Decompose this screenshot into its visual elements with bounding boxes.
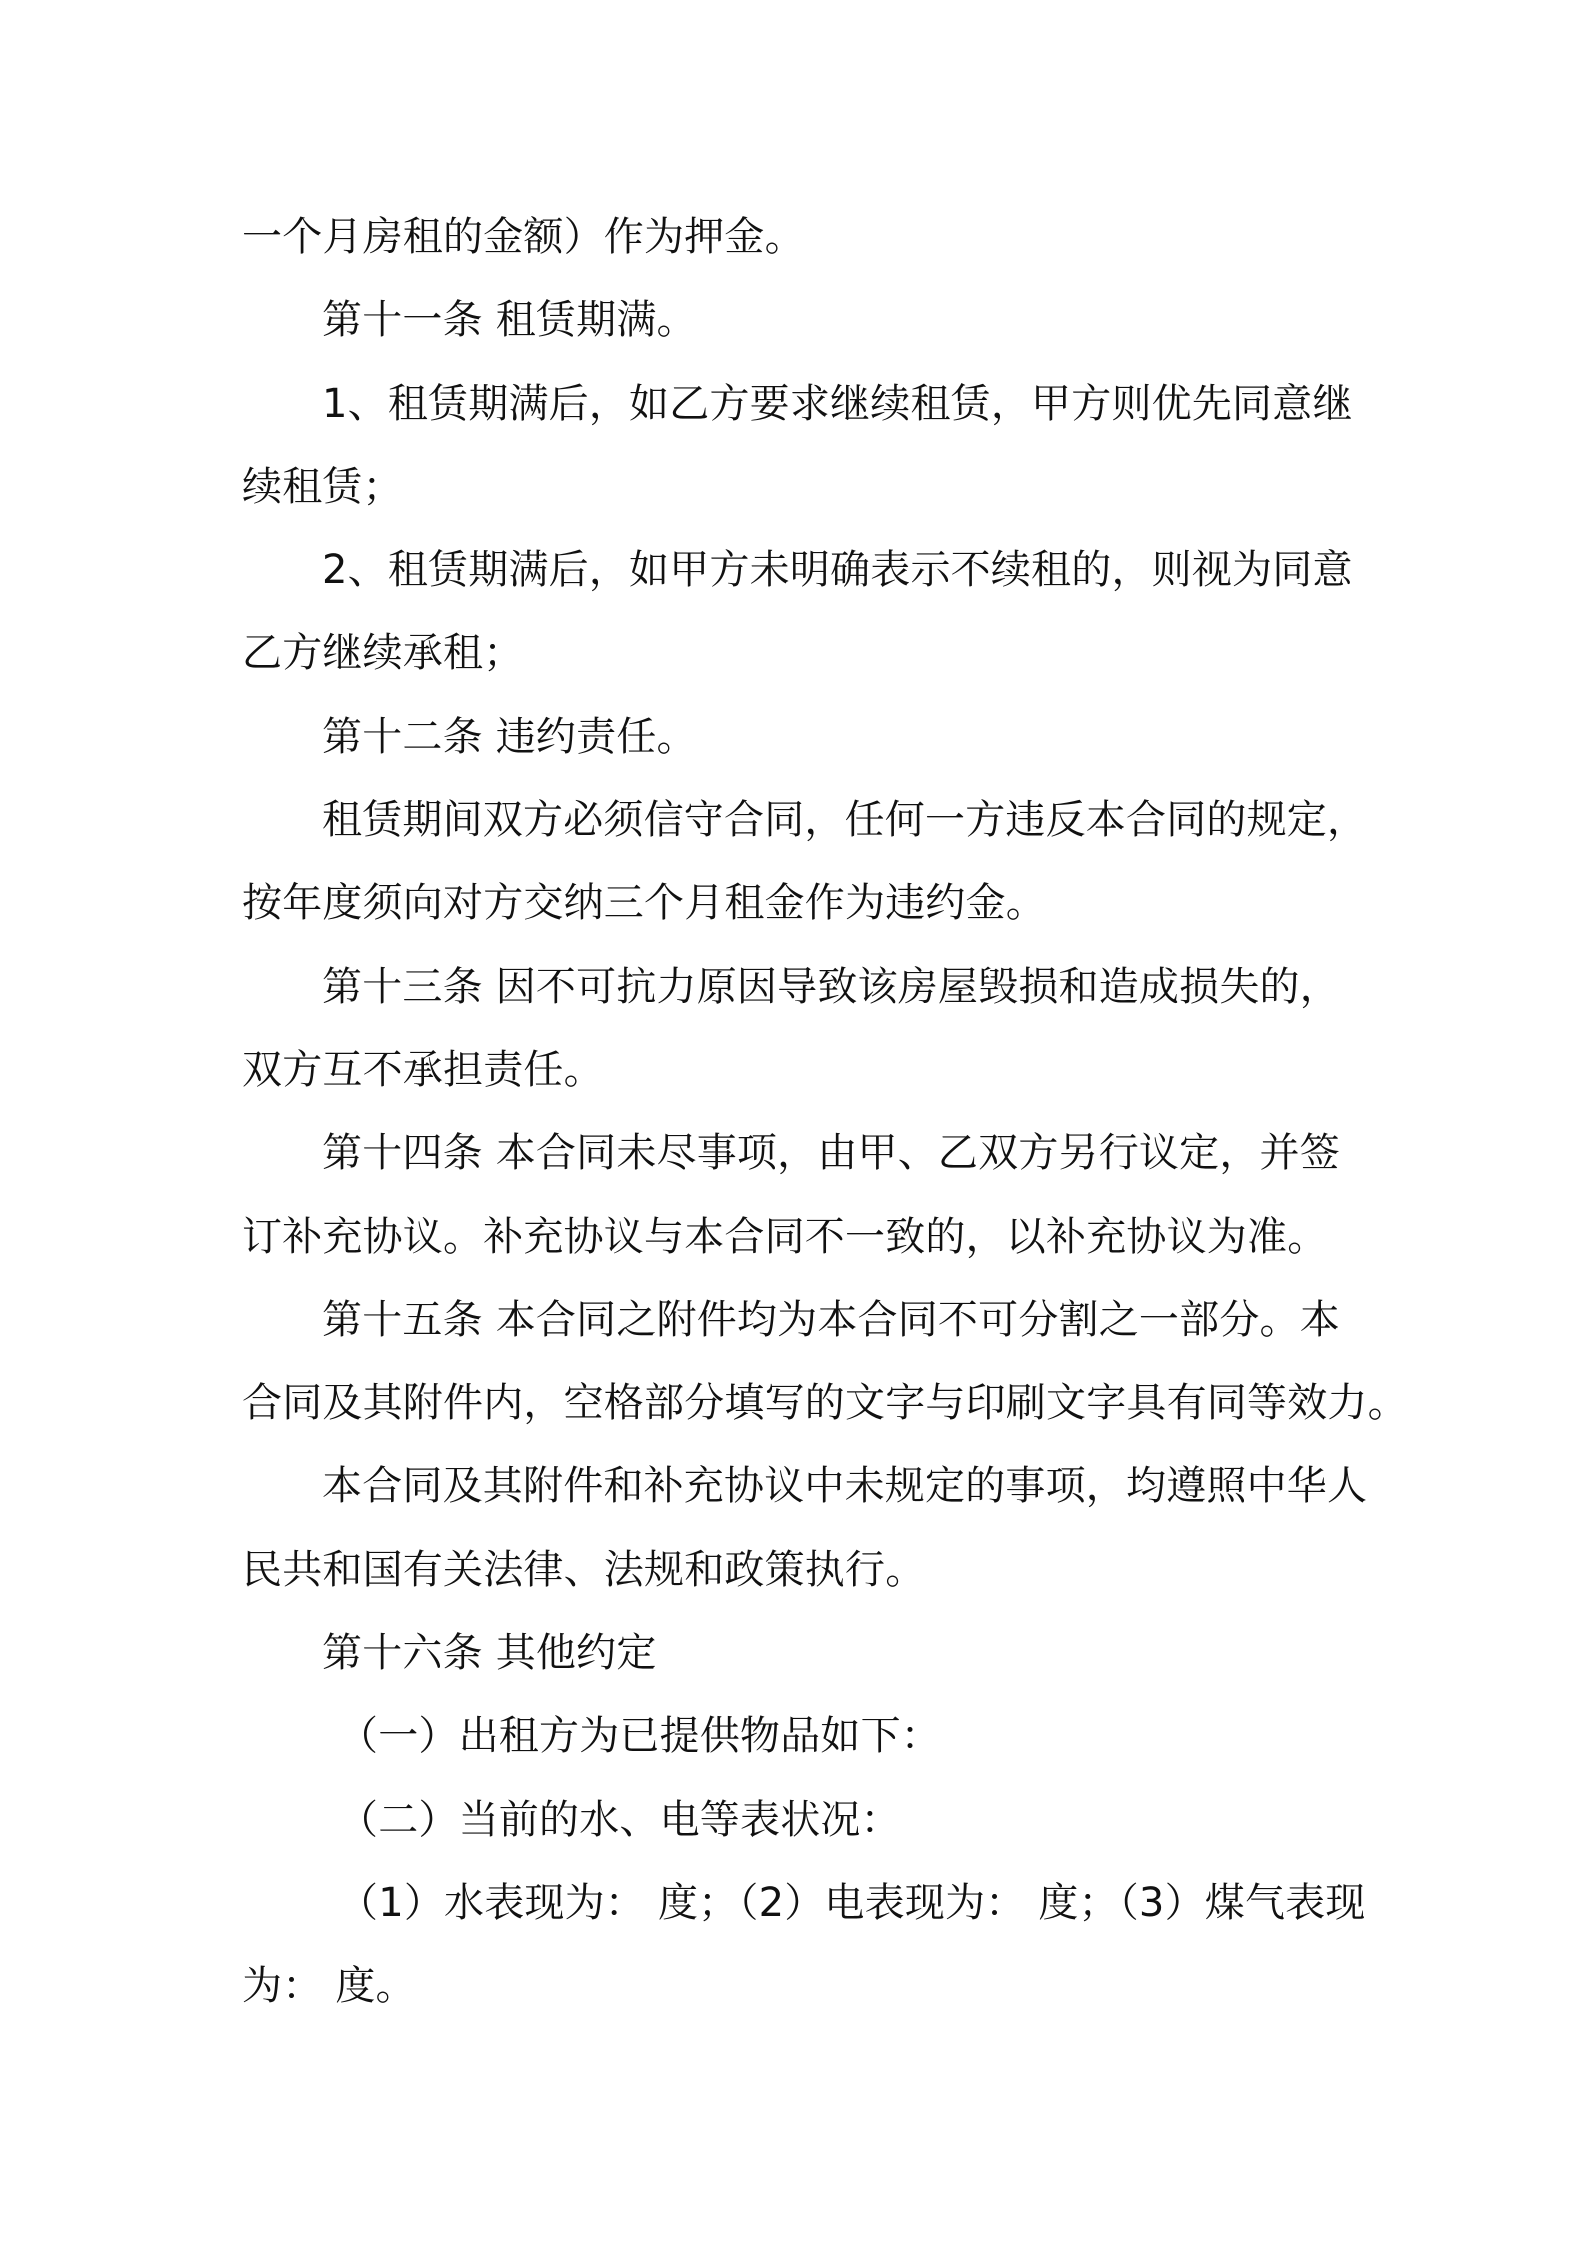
text-line: 乙方继续承租；	[242, 630, 524, 677]
document-body	[242, 196, 1408, 2029]
meter-readings: （1）水表现为： 度；（2）电表现为： 度；（3）煤气表现	[338, 1879, 1366, 1926]
clause-heading-12: 第十二条 违约责任。	[322, 713, 697, 760]
text-line: 为： 度。	[242, 1963, 416, 2010]
clause-heading-16: 第十六条 其他约定	[322, 1630, 657, 1677]
text-line: 本合同及其附件和补充协议中未规定的事项，均遵照中华人	[322, 1463, 1368, 1510]
text-line: 一个月房租的金额）作为押金。	[242, 214, 805, 260]
clause-15: 第十五条 本合同之附件均为本合同不可分割之一部分。本	[322, 1296, 1340, 1343]
text-line: 续租赁；	[242, 463, 403, 510]
text-line: 民共和国有关法律、法规和政策执行。	[242, 1546, 926, 1593]
clause-13: 第十三条 因不可抗力原因导致该房屋毁损和造成损失的，	[322, 963, 1340, 1010]
text-line: 按年度须向对方交纳三个月租金作为违约金。	[242, 880, 1046, 927]
text-line: 订补充协议。补充协议与本合同不一致的，以补充协议为准。	[242, 1213, 1328, 1260]
text-line: 2、租赁期满后，如甲方未明确表示不续租的，则视为同意	[322, 547, 1353, 594]
text-line: 1、租赁期满后，如乙方要求继续租赁，甲方则优先同意继	[322, 380, 1353, 427]
text-line: 双方互不承担责任。	[242, 1046, 604, 1093]
sub-item-2: （二）当前的水、电等表状况：	[338, 1796, 901, 1843]
sub-item-1: （一）出租方为已提供物品如下：	[338, 1713, 941, 1760]
clause-heading-11: 第十一条 租赁期满。	[322, 297, 697, 344]
text-line: 合同及其附件内，空格部分填写的文字与印刷文字具有同等效力。	[242, 1380, 1408, 1427]
clause-14: 第十四条 本合同未尽事项，由甲、乙双方另行议定，并签	[322, 1130, 1340, 1177]
text-line: 租赁期间双方必须信守合同，任何一方违反本合同的规定，	[322, 797, 1368, 844]
